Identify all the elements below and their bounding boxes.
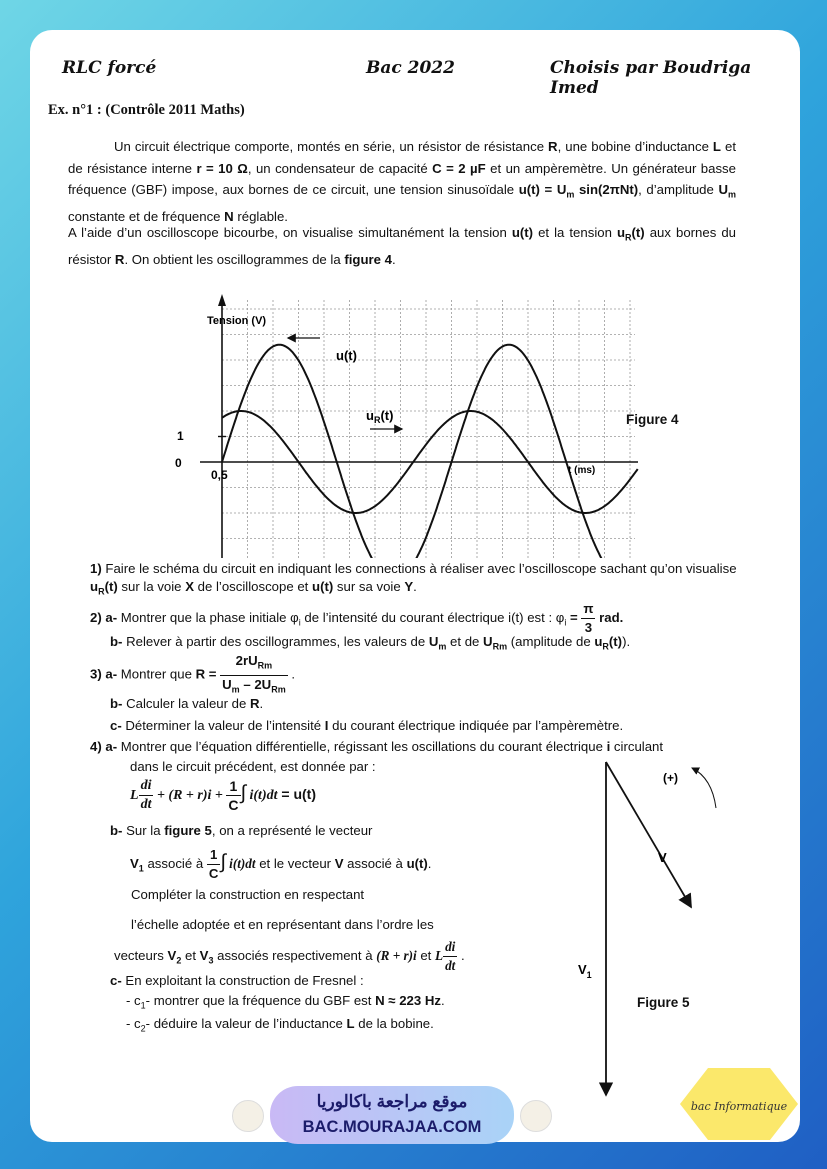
curve-label-uR: $u_R(t)$ — [366, 408, 394, 425]
question-4b-line3: Compléter la construction en respectant — [131, 887, 365, 902]
question-4c1: - $c_1-$ montrer que la fréquence du GBF est N ≈ 223 Hz. — [126, 993, 445, 1011]
question-4a-line2: dans le circuit précédent, est donnée par : — [130, 759, 376, 774]
exercise-title: Ex. n°1 : (Contrôle 2011 Maths) — [48, 102, 245, 118]
vector-V — [606, 762, 691, 907]
y-axis-arrowhead — [218, 294, 226, 306]
figure-4-caption: Figure 4 — [626, 412, 679, 427]
site-banner[interactable] — [270, 1086, 514, 1144]
question-4c2: - $c_2-$ déduire la valeur de l’inductance L de la bobine. — [126, 1016, 434, 1034]
logo-right — [520, 1100, 552, 1132]
oscillogram-grid — [222, 300, 635, 558]
question-2b: b- Relever à partir des oscillogrammes, les valeurs de $U_m$ et de $U_{Rm}$ (amplitude de $u_R(t)$). — [110, 634, 631, 652]
rotation-sign: (+) — [663, 771, 678, 785]
question-4c: c- En exploitant la construction de Fresnel : — [110, 973, 364, 988]
y-axis-label: Tension (V) — [207, 315, 267, 327]
question-3a: 3) a- Montrer que R = $\frac{2rU_{Rm}}{U_m - 2U_{Rm}}$ . — [90, 653, 296, 695]
label-V1: $V_1$ — [578, 962, 592, 980]
curve-u-t — [222, 345, 638, 558]
exercise-sheet — [30, 30, 800, 1142]
x-axis-label: t (ms) — [568, 465, 596, 476]
site-name-arabic: موقع مراجعة باكالوريا — [316, 1092, 468, 1111]
origin-label: 0 — [175, 456, 182, 470]
header-author: Choisis par Boudriga Imed — [550, 58, 752, 98]
fresnel-figure-5 — [570, 750, 770, 1100]
rotation-arrow — [692, 768, 716, 808]
badge-text: bac Informatique — [690, 1100, 788, 1113]
y-tick-1: 1 — [177, 429, 184, 443]
intro-paragraph-2: A l’aide d’un oscilloscope bicourbe, on visualise simultanément la tension u(t) et la tension $u_R(t)$ aux bornes du résistor R. On obtient les oscillogrammes de la figure 4. — [68, 225, 736, 268]
question-4b-line4: l’échelle adoptée et en représentant dans l’ordre les — [131, 917, 434, 932]
question-1: 1) Faire le schéma du circuit en indiquant les connections à réaliser avec l’oscilloscope sachant qu’on visualise $u_R(t)$ sur la voie X de l’oscilloscope et u(t) sur sa voie Y. — [90, 561, 737, 597]
x-tick-0-5: 0,5 — [211, 468, 228, 482]
question-3b: b- Calculer la valeur de R. — [110, 696, 264, 711]
question-3c: c- Déterminer la valeur de l’intensité I du courant électrique indiquée par l’ampèremètre. — [110, 718, 624, 733]
oscillogram-figure-4 — [170, 262, 640, 558]
logo-left — [232, 1100, 264, 1132]
question-4b-line5: vecteurs $V_2$ et $V_3$ associés respectivement à (R + r)i et L $\frac{di}{dt}$ . — [114, 939, 465, 973]
header-year: Bac 2022 — [366, 58, 455, 78]
differential-equation: L $\frac{di}{dt}$ + (R + r)i + $\frac{1}{C}$ ∫ i(t)dt = u(t) — [130, 778, 316, 813]
question-4b: b- Sur la figure 5, on a représenté le vecteur — [110, 823, 373, 838]
intro-paragraph-1: Un circuit électrique comporte, montés en série, un résistor de résistance R, une bobine d’inductance L et de résistance interne r = 10 Ω, un condensateur de capacité C = 2 µF et un ampèremètre. Un générateur basse fréquence (GBF) impose, aux bornes de ce circuit, une tension sinusoïdale $u(t) = U_m$ sin(2πNt), d’amplitude $U_m$ constante et de fréquence N réglable. — [68, 139, 736, 225]
curve-label-u: u(t) — [336, 348, 357, 363]
label-V: V — [658, 850, 667, 865]
question-4a: 4) a- Montrer que l’équation différentielle, régissant les oscillations du courant électrique i circulant — [90, 739, 664, 754]
site-url[interactable]: BAC.MOURAJAA.COM — [302, 1118, 482, 1136]
figure-5-caption: Figure 5 — [637, 995, 690, 1010]
header-topic: RLC forcé — [62, 58, 157, 78]
oscillogram-axes — [200, 294, 638, 558]
question-2a: 2) a- Montrer que la phase initiale $\varphi_i$ de l’intensité du courant électrique i(t) est : $\varphi_i$ = $\frac{\pi}{3}$ rad. — [90, 601, 624, 635]
question-4b-vectors: $V_1$ associé à $\frac{1}{C}$ ∫ i(t)dt et le vecteur V associé à u(t). — [130, 847, 432, 881]
